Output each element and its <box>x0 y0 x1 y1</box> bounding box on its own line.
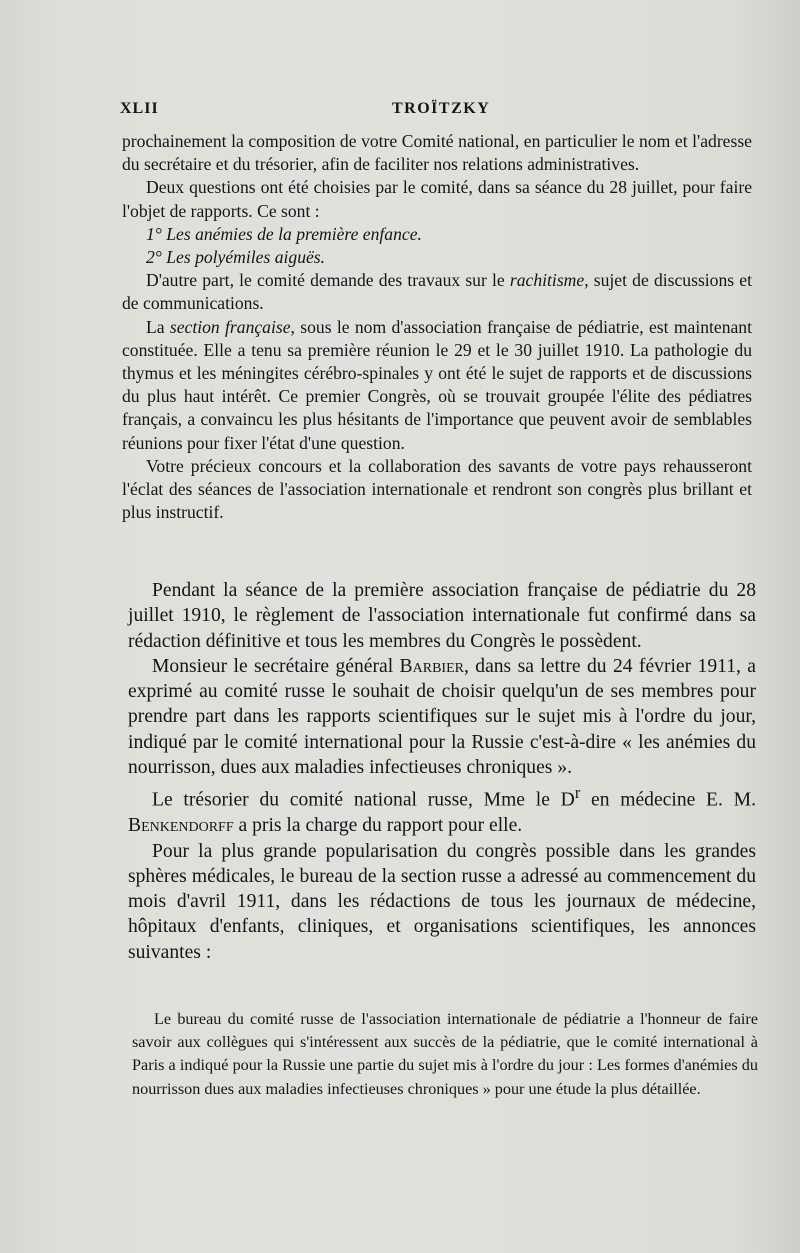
paragraph <box>128 654 756 780</box>
text-run: Monsieur le secrétaire général <box>152 655 400 677</box>
paragraph: Deux questions ont été choisies par le comité, dans sa séance du 28 juillet, pour faire l'objet de rapports. Ce sont : <box>122 177 752 221</box>
superscript: r <box>574 783 581 803</box>
page-number: XLII <box>120 100 159 117</box>
announcement-quote <box>132 1008 758 1101</box>
text-run: , dans sa lettre du 24 février 1911, a exprimé au comité russe le souhait de choisir quelqu'un de ses membres pour prendre part dans les rapports scientifiques sur le sujet mis à l'ordre du jour, indiqué par le comité international pour la Russie c'est-à-dire « les anémies du nourrisson, dues aux maladies infectieuses chroniques ». <box>128 655 756 779</box>
paragraph <box>128 780 756 838</box>
paragraph <box>122 269 752 315</box>
person-name: Barbier <box>399 655 464 677</box>
paragraph <box>122 316 752 455</box>
list-item-text: 2° Les polyémiles aiguës. <box>146 247 326 268</box>
paragraph: Le bureau du comité russe de l'association internationale de pédiatrie a l'honneur de faire savoir aux collègues qui s'intéressent aux succès de la pédiatrie, que le comité international à Paris a indiqué pour la Russie une partie du sujet mis à l'ordre du jour : Les formes d'anémies du nourrisson dues aux maladies infectieuses chroniques » pour une étude la plus détaillée. <box>132 1010 758 1098</box>
letter-continuation <box>122 130 752 524</box>
list-item-text: 1° Les anémies de la première enfance. <box>146 223 422 244</box>
text-run: Le trésorier du comité national russe, Mme le D <box>152 789 575 811</box>
person-name: Benkendorff <box>128 815 234 837</box>
running-head: TROÏTZKY <box>392 100 491 117</box>
paragraph: Pour la plus grande popularisation du congrès possible dans les grandes sphères médicales, le bureau de la section russe a adressé au commencement du mois d'avril 1911, dans les rédactions de tous les journaux de médecine, hôpitaux d'enfants, cliniques, et organisations scientifiques, les annonces suivantes : <box>128 840 756 963</box>
paragraph: Votre précieux concours et la collaboration des savants de votre pays rehausseront l'éclat des séances de l'association internationale et rendront son congrès plus brillant et plus instructif. <box>122 455 752 523</box>
text-run: en médecine E. M. <box>580 789 757 811</box>
list-item <box>122 223 752 246</box>
paragraph: prochainement la composition de votre Comité national, en particulier le nom et l'adresse du secrétaire et du trésorier, afin de faciliter nos relations administratives. <box>122 131 752 175</box>
paragraph: Pendant la séance de la première association française de pédiatrie du 28 juillet 1910, le règlement de l'association internationale fut confirmé dans sa rédaction définitive et tous les membres du Congrès le possèdent. <box>128 580 756 652</box>
text-run: , sujet de discussions et de communications. <box>122 270 753 314</box>
page-header <box>120 100 752 124</box>
main-narrative <box>128 578 756 965</box>
emphasis: rachitisme <box>509 270 585 291</box>
text-run: La <box>146 316 170 337</box>
emphasis: section française <box>169 316 291 337</box>
text-run: a pris la charge du rapport pour elle. <box>233 815 523 837</box>
text-run: , sous le nom d'association française de pédiatrie, est maintenant constituée. Elle a tenu sa première réunion le 29 et le 30 juillet 1910. La pathologie du thymus et les méningites cérébro-spinales y ont été le sujet de rapports et de discussions du plus haut intérêt. Ce premier Congrès, où se trouvait groupée l'élite des pédiatres français, a convaincu les plus hésitants de l'importance que peuvent avoir de semblables réunions pour fixer l'état d'une question. <box>122 316 752 453</box>
list-item <box>122 246 752 269</box>
text-run: D'autre part, le comité demande des travaux sur le <box>146 270 510 291</box>
